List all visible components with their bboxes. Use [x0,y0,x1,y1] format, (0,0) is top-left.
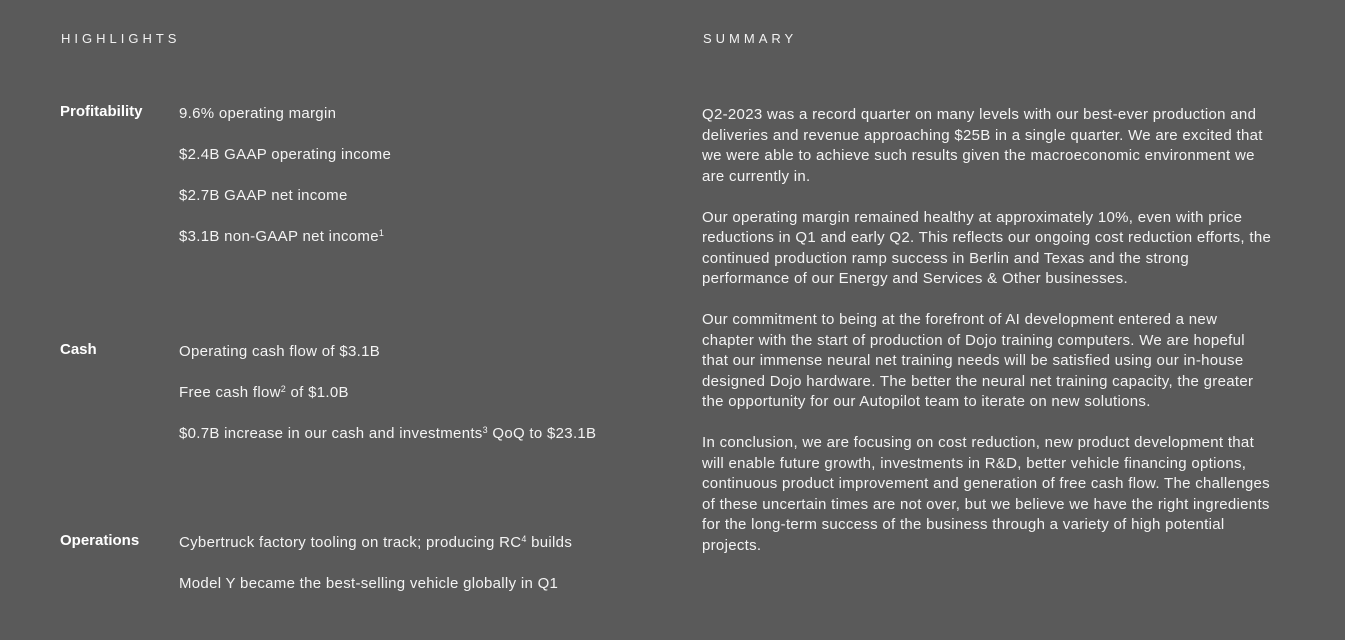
item-text: QoQ to $23.1B [487,425,597,442]
item-text: $0.7B increase in our cash and investments [179,425,483,442]
footnote-marker: 4 [521,534,527,544]
operations-item-cybertruck [179,534,572,552]
item-text: $3.1B non-GAAP net income [179,228,379,245]
summary-paragraph-operating-margin: Our operating margin remained healthy at approximately 10%, even with price reductions in Q1 and early Q2. This reflects our ongoing cost reduction efforts, the continued production ramp success in Berlin and Texas and the strong performance of our Energy and Services & Other businesses. [702,208,1272,287]
footnote-marker: 1 [378,228,385,238]
footnote-marker: 2 [280,384,287,394]
highlights-heading: HIGHLIGHTS [61,31,181,46]
summary-paragraph-conclusion: In conclusion, we are focusing on cost reduction, new product development that will enable future growth, investments in R&D, better vehicle financing options, continuous product improvement and generation of free cash flow. The challenges of these uncertain times are not over, but we believe we have the right ingredients for the long-term success of the business through a variety of high potential projects. [702,434,1270,554]
summary-heading: SUMMARY [703,31,798,46]
profitability-label: Profitability [60,103,143,120]
operations-label: Operations [60,532,140,549]
item-text: Free cash flow [179,384,281,401]
summary-paragraph-record-quarter: Q2-2023 was a record quarter on many levels with our best-ever production and deliveries and revenue approaching $25B in a single quarter. We are excited that we were able to achieve such results given the macroeconomic environment we are currently in. [702,106,1263,185]
item-text: builds [526,534,573,551]
cash-label: Cash [60,341,97,358]
summary-body [702,105,1272,577]
item-text: of $1.0B [286,384,349,401]
profitability-item-gaap-net-income: $2.7B GAAP net income [179,187,348,204]
item-text: Cybertruck factory tooling on track; producing RC [179,534,522,551]
footnote-marker: 3 [482,425,488,435]
summary-paragraph-ai-development: Our commitment to being at the forefront of AI development entered a new chapter with the start of production of Dojo training computers. We are hopeful that our immense neural net training needs will be satisfied using our in-house designed Dojo hardware. The better the neural net training capacity, the greater the opportunity for our Autopilot team to iterate on new solutions. [702,311,1254,410]
cash-item-operating-cash-flow: Operating cash flow of $3.1B [179,343,381,360]
profitability-item-gaap-operating-income: $2.4B GAAP operating income [179,146,392,163]
operations-item-model-y: Model Y became the best-selling vehicle globally in Q1 [179,575,559,592]
cash-item-free-cash-flow [179,384,349,402]
profitability-item-non-gaap-net-income [179,228,384,246]
cash-item-cash-investments-increase [179,425,596,443]
profitability-item-operating-margin: 9.6% operating margin [179,105,337,122]
